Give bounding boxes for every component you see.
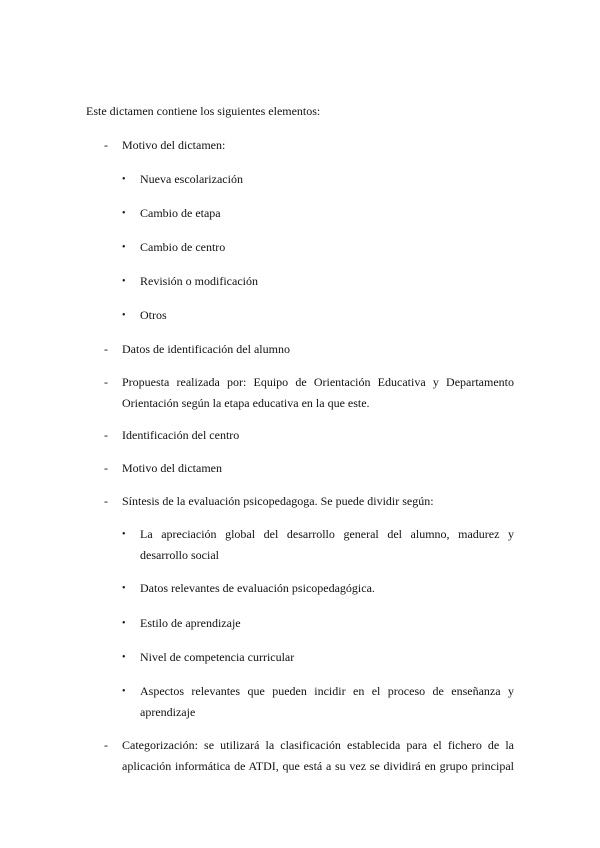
sub-item-cambio-etapa: Cambio de etapa [140,206,221,220]
item-propuesta-line2: Orientación según la etapa educativa en la que este. [122,396,370,410]
bullet-marker: • [122,686,126,697]
sub-item-aspectos-line2: aprendizaje [140,705,196,719]
item-categorizacion-line1: Categorización: se utilizará la clasificación establecida para el fichero de la [122,738,514,752]
bullet-marker: • [122,208,126,219]
sub-item-apreciacion-line2: desarrollo social [140,548,219,562]
sub-item-revision: Revisión o modificación [140,274,258,288]
dash-marker: - [104,375,108,389]
dash-marker: - [104,494,108,508]
item-identificacion: Identificación del centro [122,428,240,442]
bullet-marker: • [122,529,126,540]
dash-marker: - [104,342,108,356]
bullet-marker: • [122,242,126,253]
item-motivo: Motivo del dictamen: [122,138,226,152]
sub-item-nueva-escolarizacion: Nueva escolarización [140,172,243,186]
item-propuesta-line1: Propuesta realizada por: Equipo de Orientación Educativa y Departamento [122,375,514,389]
bullet-marker: • [122,174,126,185]
sub-item-otros: Otros [140,308,167,322]
sub-item-aspectos-line1: Aspectos relevantes que pueden incidir en el proceso de enseñanza y [140,684,514,698]
bullet-marker: • [122,583,126,594]
item-motivo-2: Motivo del dictamen [122,461,222,475]
bullet-marker: • [122,652,126,663]
bullet-marker: • [122,276,126,287]
dash-marker: - [104,138,108,152]
sub-item-cambio-centro: Cambio de centro [140,240,226,254]
dash-marker: - [104,738,108,752]
sub-item-apreciacion-line1: La apreciación global del desarrollo general del alumno, madurez y [140,527,514,541]
sub-item-estilo: Estilo de aprendizaje [140,616,241,630]
intro-text: Este dictamen contiene los siguientes elementos: [86,104,321,118]
dash-marker: - [104,428,108,442]
item-categorizacion-line2: aplicación informática de ATDI, que está a su vez se dividirá en grupo principal [122,759,514,773]
item-datos: Datos de identificación del alumno [122,342,290,356]
bullet-marker: • [122,618,126,629]
sub-item-nivel: Nivel de competencia curricular [140,650,295,664]
bullet-marker: • [122,310,126,321]
sub-item-datos-relevantes: Datos relevantes de evaluación psicopedagógica. [140,581,375,595]
item-sintesis: Síntesis de la evaluación psicopedagoga. Se puede dividir según: [122,494,434,508]
dash-marker: - [104,461,108,475]
